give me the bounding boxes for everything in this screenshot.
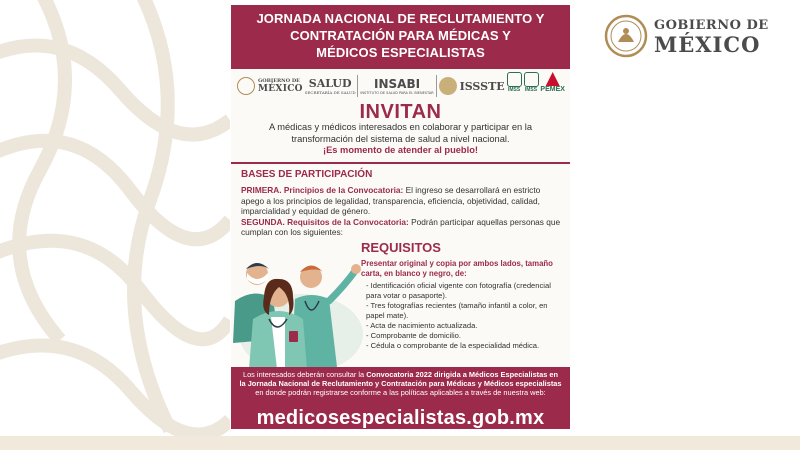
logo-insabi [360,72,433,100]
logo-imss-text: IMSS [507,87,521,93]
invitan-heading: INVITAN [359,101,442,123]
poster-footer [231,367,570,429]
logo-pemex-text: PEMEX [540,86,565,93]
invite-slogan: ¡Es momento de atender al pueblo! [323,145,478,155]
issste-seal-icon [439,77,457,95]
logo-salud-text: SALUD [308,77,352,90]
header-line-1: JORNADA NACIONAL DE RECLUTAMIENTO Y [256,11,545,26]
logo-salud [305,72,356,100]
logo-pemex [540,72,565,100]
primera-label: PRIMERA. Principios de la Convocatoria: [241,185,404,195]
invite-line-2: transformación del sistema de salud a nivel nacional. [291,134,510,144]
requisitos-title: REQUISITOS [361,240,441,255]
gobierno-de-mexico-logo [604,14,784,58]
background-pattern [0,0,230,450]
bases-text [241,185,563,238]
list-item: - Comprobante de domicilio. [366,331,566,341]
logo-issste-text: ISSSTE [459,79,505,93]
imss-bienestar-emblem-icon [524,72,539,87]
doctors-illustration [233,239,363,369]
logo-gob-small: GOBIERNO DE [258,78,300,84]
mexico-seal-icon [604,14,648,58]
website-url[interactable]: medicosespecialistas.gob.mx [256,407,545,429]
logo-gobierno-mexico [237,72,303,100]
requisitos-list [366,281,566,351]
list-item: - Acta de nacimiento actualizada. [366,321,566,331]
footer-text-1: Los interesados deberán consultar la [242,370,367,379]
logo-imss-bienestar-text: IMSS [524,87,538,93]
list-item: - Cédula o comprobante de la especialidad médica. [366,341,566,351]
footer-text [239,370,562,398]
imss-emblem-icon [507,72,522,87]
section-divider [231,162,570,164]
bases-title: BASES DE PARTICIPACIÓN [241,169,373,180]
footer-text-3: en donde podrán registrarse conforme a las políticas aplicables a través de nuestra web: [255,388,546,398]
logo-separator [436,75,437,97]
logo-insabi-sub: INSTITUTO DE SALUD PARA EL BIENESTAR [360,91,434,95]
logo-salud-sub: SECRETARÍA DE SALUD [304,90,356,95]
segunda-text: Podrán participar aquellas personas que cumplan con los siguientes: [241,216,561,238]
invite-line-1: A médicas y médicos interesados en colaborar y participar en la [268,122,533,132]
list-item: - Identificación oficial vigente con fotografía (credencial para votar o pasaporte). [366,281,566,301]
gov-logo-line1: GOBIERNO DE [654,18,769,33]
logo-imss [507,72,522,100]
seal-icon [237,77,255,95]
pemex-eagle-icon [546,72,560,86]
logo-separator [357,75,358,97]
convocatoria-poster [231,5,570,429]
list-item: - Tres fotografías recientes (tamaño infantil a color, en papel mate). [366,301,566,321]
requisitos-intro: Presentar original y copia por ambos lados, tamaño carta, en blanco y negro, de: [361,259,553,278]
logo-imss-bienestar [524,72,539,100]
institution-logos [237,71,565,101]
footer-text-bold: Convocatoria 2022 dirigida a Médicos Especialistas en la Jornada Nacional de Reclutamiento y Contratación para Médicas y Médicos especialistas [239,370,562,389]
poster-header [231,5,570,69]
primera-text: El ingreso se desarrollará en estricto apego a los principios de legalidad, transparencia, eficiencia, objetividad, calidad, imparcialidad y equidad de género. [241,185,541,217]
segunda-label: SEGUNDA. Requisitos de la Convocatoria: [241,216,409,227]
gov-logo-line2: MÉXICO [654,32,761,57]
header-line-2: CONTRATACIÓN PARA MÉDICAS Y [290,28,511,43]
bottom-band [0,436,800,450]
invite-text [237,121,564,145]
logo-gob-big: MÉXICO [258,84,303,94]
logo-insabi-text: INSABI [374,77,421,91]
logo-issste [439,72,505,100]
header-line-3: MÉDICOS ESPECIALISTAS [316,45,485,60]
